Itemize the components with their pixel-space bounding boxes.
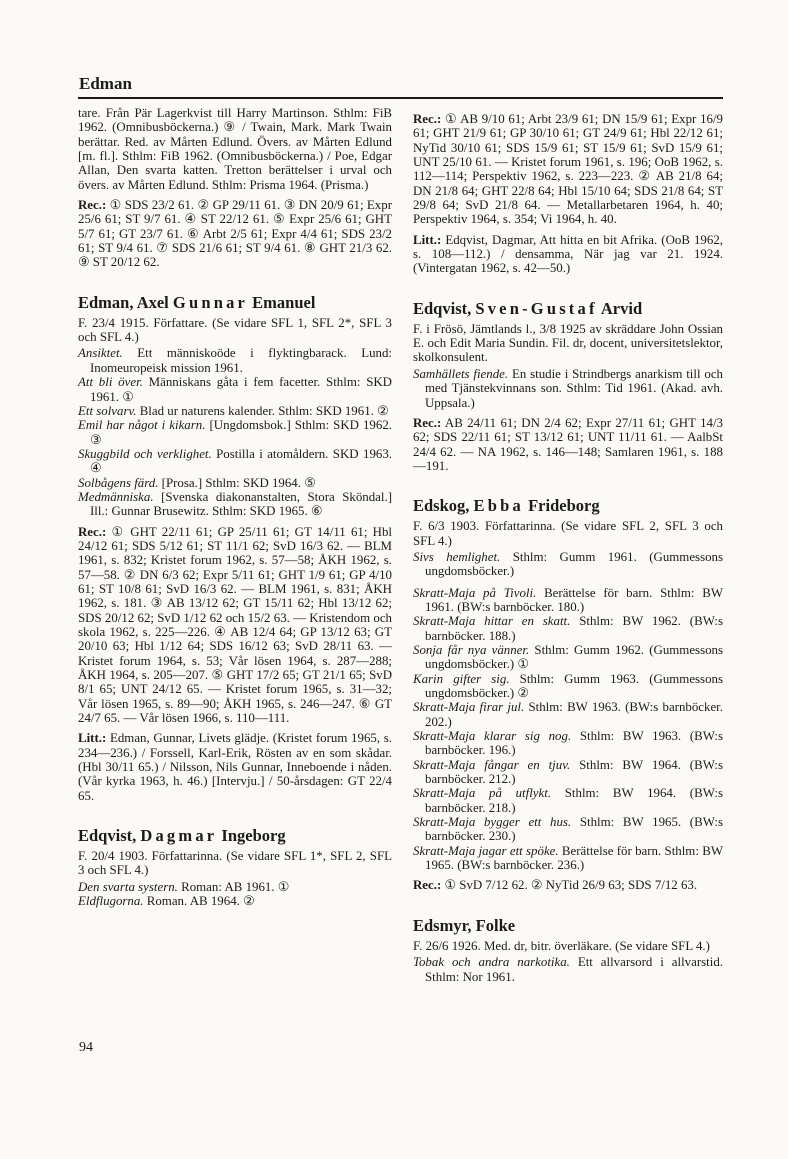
heading-surname: Edman, Axel	[78, 292, 173, 312]
book-title: Samhällets fiende.	[413, 366, 509, 381]
book-details: Människans gåta i fem facetter. Sthlm: SKD 1961. ①	[90, 375, 392, 404]
biography-paragraph: F. 6/3 1903. Författarinna. (Se vidare SFL 2, SFL 3 och SFL 4.)	[413, 519, 723, 548]
book-details: Berättelse för barn. Sthlm: BW 1965. (BW:s barnböcker. 236.)	[425, 843, 723, 873]
paragraph-label: Rec.:	[413, 415, 442, 430]
bibliography-item	[413, 672, 723, 701]
bibliography-item	[413, 786, 723, 815]
heading-given-name: Sven-Gustaf	[475, 298, 598, 318]
bibliography-item	[78, 375, 392, 404]
book-title: Tobak och andra narkotika.	[413, 955, 570, 970]
paragraph-text: ① SvD 7/12 62. ② NyTid 26/9 63; SDS 7/12 63.	[441, 878, 698, 893]
heading-other-names: Arvid	[597, 298, 643, 318]
entry-heading	[78, 827, 392, 845]
bibliography-item	[413, 844, 723, 873]
book-title: Skratt-Maja hittar en skatt.	[413, 614, 571, 629]
bibliography-item	[78, 346, 392, 375]
book-details: Ett människoöde i flyktingbarack. Lund: Inomeuropeisk mission 1961.	[90, 346, 392, 375]
entry-heading	[413, 497, 723, 515]
bibliography-item	[78, 418, 392, 447]
heading-given-name: Dagmar	[140, 826, 218, 846]
book-title: Skratt-Maja klarar sig nog.	[413, 729, 572, 744]
book-details: Sthlm: BW 1963. (BW:s barnböcker. 196.)	[425, 729, 723, 758]
book-title: Skratt-Maja jagar ett spöke.	[413, 843, 559, 858]
bibliography-item	[413, 758, 723, 787]
entry-heading	[413, 917, 723, 935]
header-rule	[78, 97, 723, 99]
book-details: Berättelse för barn. Sthlm: BW 1961. (BW:s barnböcker. 180.)	[425, 585, 723, 614]
book-title: Sonja får nya vänner.	[413, 642, 530, 657]
paragraph-text: Edqvist, Dagmar, Att hitta en bit Afrika. (OoB 1962, s. 108—112.) / densamma, När jag var 21. 1924. (Vintergatan 1962, s. 42—50.)	[413, 232, 723, 276]
paragraph-text: Edman, Gunnar, Livets glädje. (Kristet forum 1965, s. 234—236.) / Forssell, Karl-Erik, Rösten av en som skådar. (Hbl 30/11 65.) / Nilsson, Nils Gunnar, Inneboende i nåden. (Vår kyrka 1963, h. 46.) [Intervju.] / 50-årsdagen: GT 22/4 65.	[78, 731, 392, 803]
book-title: Ansiktet.	[78, 346, 123, 361]
book-details: Roman: AB 1961. ①	[177, 879, 290, 894]
book-details: Sthlm: BW 1964. (BW:s barnböcker. 218.)	[425, 786, 723, 815]
book-details: [Svenska diakonanstalten, Stora Sköndal.] Ill.: Gunnar Brusewitz. Sthlm: SKD 1965. ⑥	[90, 489, 392, 519]
paragraph-label: Rec.:	[413, 878, 442, 893]
right-column	[413, 106, 723, 984]
book-title: Att bli över.	[78, 375, 143, 390]
book-title: Sivs hemlighet.	[413, 549, 501, 564]
book-details: Sthlm: BW 1963. (BW:s barnböcker. 202.)	[425, 700, 723, 729]
heading-other-names: Frideborg	[523, 496, 600, 516]
heading-surname: Edsmyr, Folke	[413, 915, 516, 935]
book-details: Sthlm: Gumm 1961. (Gummessons ungdomsböcker.)	[425, 549, 723, 579]
book-title: Skratt-Maja på Tivoli.	[413, 585, 537, 600]
biography-paragraph: F. 23/4 1915. Författare. (Se vidare SFL 1, SFL 2*, SFL 3 och SFL 4.)	[78, 315, 392, 345]
book-title: Skratt-Maja bygger ett hus.	[413, 815, 572, 830]
paragraph-label: Rec.:	[78, 524, 107, 539]
heading-other-names: Emanuel	[248, 292, 316, 312]
literature-paragraph	[78, 731, 392, 803]
paragraph-text: ① GHT 22/11 61; GP 25/11 61; GT 14/11 61; Hbl 24/12 61; SDS 5/12 61; ST 11/1 62; SvD 16/3 62. — BLM 1961, s. 832; Kristet forum 1962, s. 57—58; ÅKH 1962, s. 57—58. ② DN 6/3 62; Expr 5/11 61; GHT 1/9 61; GP 4/10 61; ST 10/8 61; SvD 16/3 62. — BLM 1961, s. 831; ÅKH 1962, s. 181. ③ AB 13/12 62; GT 15/11 62; Hbl 13/12 62; SDS 20/12 62; SvD 1/12 62 och 15/2 63. — Kristendom och skola 1962, s. 225—226. ④ AB 12/4 64; GP 13/12 63; GT 20/10 63; Hbl 1/12 64; SDS 16/12 63; SvD 28/11 63. — Kristet forum 1964, s. 53; Vår lösen 1964, s. 287—288; ÅKH 1964, s. 205—207. ⑤ GHT 17/2 65; GT 21/1 65; SvD 8/1 65; UNT 24/12 65. — Kristet forum 1965, s. 31—32; Vår lösen 1965, s. 89—90; ÅKH 1965, s. 246—247. ⑥ GT 24/7 65. — Vår lösen 1966, s. 110—111.	[78, 524, 392, 726]
reviews-paragraph	[413, 416, 723, 473]
book-details: En studie i Strindbergs anarkism till och med Tjänstekvinnans son. Sthlm: Tid 1961. (Akad. avh. Uppsala.)	[425, 366, 723, 410]
reviews-paragraph	[78, 525, 392, 726]
paragraph-text: ① SDS 23/2 61. ② GP 29/11 61. ③ DN 20/9 61; Expr 25/6 61; ST 9/7 61. ④ ST 22/12 61. ⑤ Expr 25/6 61; GHT 5/7 61; GT 23/7 61. ⑥ Arbt 2/5 61; Expr 4/4 61; SDS 23/2 61; ST 9/4 61. ⑦ SDS 21/6 61; ST 9/4 61. ⑧ GHT 21/3 62. ⑨ ST 20/12 62.	[78, 198, 392, 270]
book-title: Skratt-Maja firar jul.	[413, 700, 525, 715]
book-details: [Ungdomsbok.] Sthlm: SKD 1962. ③	[90, 418, 392, 447]
book-title: Eldflugorna.	[78, 894, 144, 909]
biography-paragraph: F. 20/4 1903. Författarinna. (Se vidare SFL 1*, SFL 2, SFL 3 och SFL 4.)	[78, 849, 392, 878]
bibliography-item	[413, 643, 723, 672]
heading-surname: Edqvist,	[78, 826, 141, 846]
bibliography-item	[413, 614, 723, 643]
book-title: Medmänniska.	[78, 489, 154, 504]
bibliography-item	[413, 815, 723, 844]
bibliography-item	[413, 700, 723, 729]
reviews-paragraph	[78, 198, 392, 270]
heading-other-names: Ingeborg	[217, 826, 286, 846]
heading-surname: Edqvist,	[413, 298, 476, 318]
book-details: [Prosa.] Sthlm: SKD 1964. ⑤	[158, 475, 316, 490]
book-details: Sthlm: BW 1965. (BW:s barnböcker. 230.)	[425, 815, 723, 844]
biography-paragraph: F. 26/6 1926. Med. dr, bitr. överläkare. (Se vidare SFL 4.)	[413, 938, 710, 953]
entry-heading	[413, 300, 723, 318]
book-details: Sthlm: BW 1964. (BW:s barnböcker. 212.)	[425, 757, 723, 787]
paragraph-label: Rec.:	[413, 112, 442, 126]
book-details: Sthlm: Gumm 1962. (Gummessons ungdomsböcker.) ①	[425, 642, 723, 672]
book-title: Ett solvarv.	[78, 403, 137, 418]
bibliography-item	[78, 490, 392, 519]
bibliography-item	[413, 955, 723, 984]
running-head: Edman	[79, 74, 132, 93]
paragraph-label: Litt.:	[413, 232, 442, 247]
book-details: Postilla i atomåldern. SKD 1963. ④	[90, 446, 392, 476]
page-number: 94	[79, 1040, 93, 1055]
book-title: Skuggbild och verklighet.	[78, 446, 212, 461]
literature-paragraph	[413, 233, 723, 276]
entry-heading	[78, 294, 392, 312]
continued-paragraph: tare. Från Pär Lagerkvist till Harry Martinson. Sthlm: FiB 1962. (Omnibusböckerna.) ⑨ / Twain, Mark. Mark Twain berättar. Red. av Mårten Edlund. Övers. av Mårten Edlund [m. fl.]. Sthlm: FiB 1962. (Omnibusböckerna.) / Poe, Edgar Allan, Den svarta katten. Tretton berättelser i urval och övers. av Mårten Edlund. Sthlm: Prisma 1964. (Prisma.)	[78, 106, 392, 192]
book-title: Emil har något i kikarn.	[78, 418, 206, 433]
bibliography-item	[413, 729, 723, 758]
biography-paragraph: F. i Frösö, Jämtlands l., 3/8 1925 av skräddare John Ossian E. och Edit Maria Sundin. Fil. dr, docent, universitetslektor, skolkonsulent.	[413, 321, 723, 365]
book-title: Den svarta systern.	[78, 879, 178, 894]
paragraph-label: Rec.:	[78, 198, 107, 213]
book-details: Ett allvarsord i allvarstid. Sthlm: Nor 1961.	[425, 955, 723, 984]
reviews-paragraph	[413, 112, 723, 227]
reviews-paragraph	[413, 878, 723, 892]
bibliography-item	[78, 404, 392, 418]
bibliography-item	[78, 447, 392, 476]
book-title: Solbågens färd.	[78, 475, 159, 490]
heading-surname: Edskog,	[413, 496, 474, 516]
bibliography-item	[413, 586, 723, 615]
book-details: Roman. AB 1964. ②	[143, 894, 255, 909]
book-details: Blad ur naturens kalender. Sthlm: SKD 1961. ②	[136, 403, 389, 418]
left-column	[78, 106, 392, 909]
book-details: Sthlm: BW 1962. (BW:s barnböcker. 188.)	[425, 614, 723, 643]
bibliography-item	[413, 550, 723, 579]
heading-given-name: Ebba	[473, 496, 524, 516]
book-details: Sthlm: Gumm 1963. (Gummessons ungdomsböcker.) ②	[425, 671, 723, 700]
book-title: Skratt-Maja fångar en tjuv.	[413, 757, 571, 772]
bibliography-item	[78, 880, 392, 894]
heading-given-name: Gunnar	[172, 292, 249, 312]
book-title: Karin gifter sig.	[413, 671, 510, 686]
book-title: Skratt-Maja på utflykt.	[413, 786, 552, 801]
bibliography-item	[413, 367, 723, 410]
paragraph-label: Litt.:	[78, 731, 107, 746]
bibliography-item	[78, 476, 392, 490]
bibliography-item	[78, 894, 392, 908]
paragraph-text: ① AB 9/10 61; Arbt 23/9 61; DN 15/9 61; Expr 16/9 61; GHT 21/9 61; GP 30/10 61; GT 24/9 61; Hbl 22/12 61; NyTid 30/10 61; SDS 15/9 61; ST 15/9 61; SvD 15/9 61; UNT 25/10 61. — Kristet forum 1961, s. 196; OoB 1962, s. 112—114; Perspektiv 1962, s. 223—223. ② AB 21/8 64; DN 21/8 64; GHT 22/8 64; Hbl 15/10 64; SDS 21/8 64; ST 29/8 64; SvD 21/8 64. — Metallarbetaren 1964, h. 40; Perspektiv 1964, s. 354; Vi 1964, h. 40.	[413, 112, 723, 227]
paragraph-text: AB 24/11 61; DN 2/4 62; Expr 27/11 61; GHT 14/3 62; SDS 22/11 61; ST 13/12 61; UNT 11/11 61. — AalbSt 24/4 62. — NA 1962, s. 146—148; Samlaren 1961, s. 188—191.	[413, 415, 723, 473]
